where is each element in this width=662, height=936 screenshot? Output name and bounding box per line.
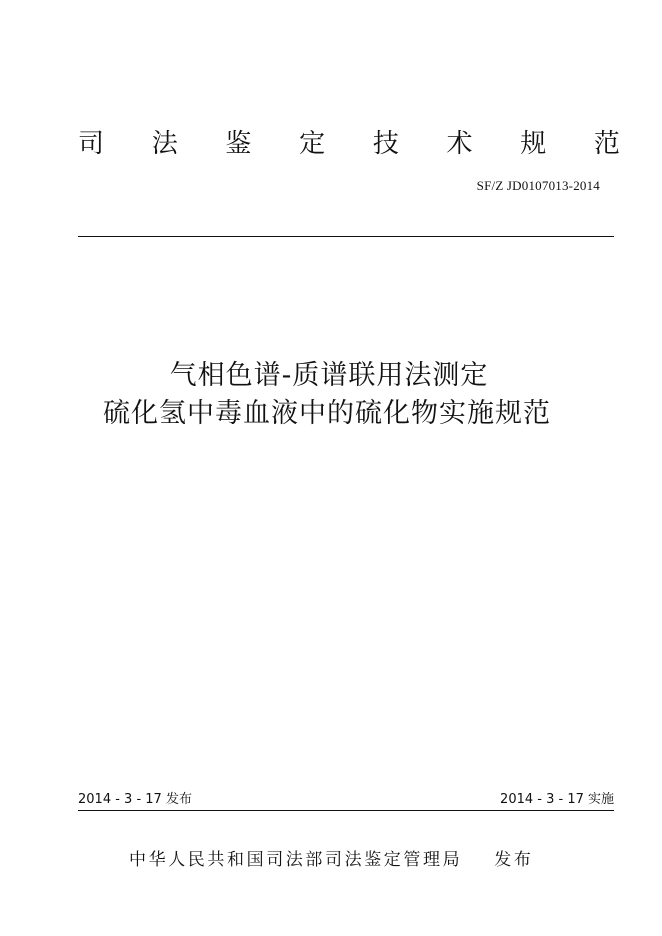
header-title-char: 鉴 — [225, 129, 252, 159]
document-title-line-1: 气相色谱-质谱联用法测定 — [169, 360, 489, 391]
header-title-char: 规 — [520, 129, 547, 159]
header-title — [78, 126, 620, 162]
publish-date: 2014 - 3 - 17 发布 — [78, 792, 192, 807]
header-title-char: 范 — [593, 129, 620, 159]
effective-date: 2014 - 3 - 17 实施 — [500, 792, 614, 807]
standard-code: SF/Z JD0107013-2014 — [476, 178, 600, 193]
header-title-char: 司 — [78, 129, 105, 159]
top-divider — [78, 236, 614, 237]
header-title-char: 定 — [299, 129, 326, 159]
document-title-line-2: 硫化氢中毒血液中的硫化物实施规范 — [103, 398, 551, 429]
issuer-line: 中华人民共和国司法部司法鉴定管理局 发布 — [129, 850, 534, 870]
header-title-char: 术 — [446, 129, 473, 159]
bottom-divider — [78, 810, 614, 811]
header-title-char: 技 — [372, 129, 399, 159]
header-title-char: 法 — [151, 129, 178, 159]
